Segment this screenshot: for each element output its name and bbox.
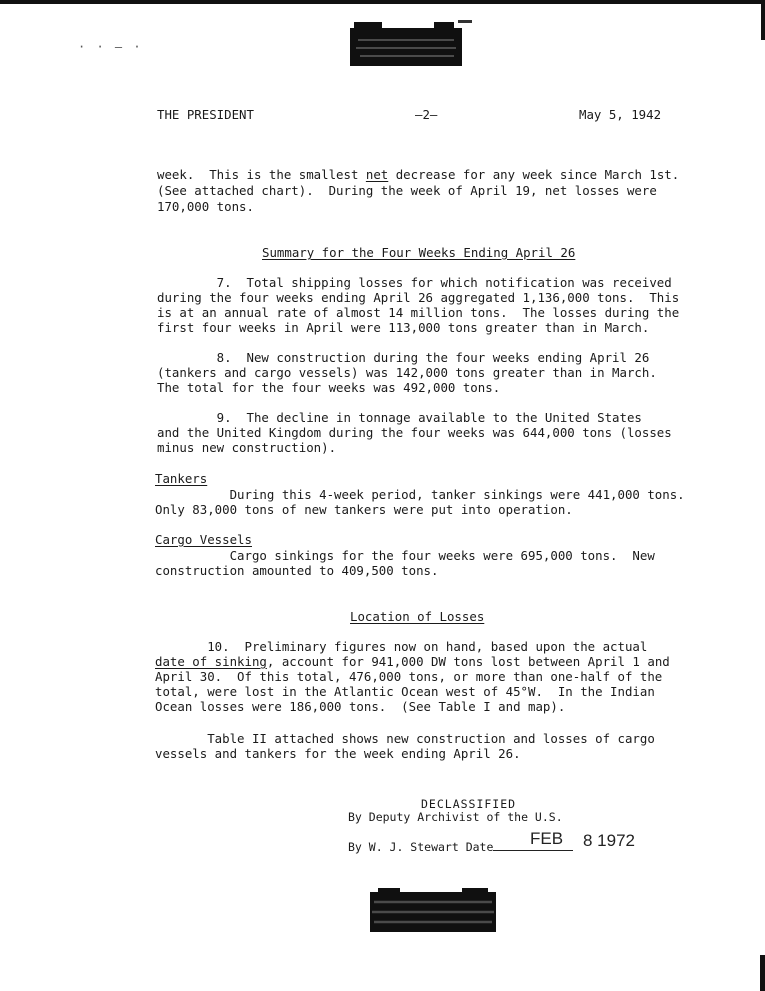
paragraph-7-line: during the four weeks ending April 26 aggregated 1,136,000 tons. This: [157, 290, 680, 305]
paragraph-10-line: Ocean losses were 186,000 tons. (See Table I and map).: [155, 699, 566, 714]
page-number: —2—: [415, 107, 438, 122]
paragraph-8-line: (tankers and cargo vessels) was 142,000 tons greater than in March.: [157, 365, 657, 380]
paragraph-7-line: first four weeks in April were 113,000 tons greater than in March.: [157, 320, 650, 335]
paragraph-7-line: 7. Total shipping losses for which notification was received: [157, 275, 672, 290]
paragraph-10-line: date of sinking, account for 941,000 DW tons lost between April 1 and: [155, 654, 670, 669]
date-underline: [493, 850, 573, 851]
tankers-line: During this 4-week period, tanker sinkings were 441,000 tons.: [155, 487, 685, 502]
scan-specks: · · — ·: [78, 40, 143, 54]
tankers-heading: Tankers: [155, 471, 208, 486]
declassified-by-line: By Deputy Archivist of the U.S.: [348, 810, 563, 824]
redacted-secret-stamp-bottom: [368, 886, 500, 936]
redacted-secret-stamp-top: [348, 18, 474, 70]
cargo-line: construction amounted to 409,500 tons.: [155, 563, 439, 578]
paragraph-9-line: minus new construction).: [157, 440, 337, 455]
header-date: May 5, 1942: [579, 107, 662, 122]
paragraph-8-line: 8. New construction during the four weeks ending April 26: [157, 350, 650, 365]
header-addressee: THE PRESIDENT: [157, 107, 254, 122]
table-note-line: Table II attached shows new construction and losses of cargo: [155, 731, 655, 746]
scan-edge-right: [761, 0, 765, 40]
paragraph-9-line: 9. The decline in tonnage available to the United States: [157, 410, 642, 425]
tankers-line: Only 83,000 tons of new tankers were put into operation.: [155, 502, 573, 517]
declassified-signature-line: By W. J. Stewart Date: [348, 840, 573, 854]
underlined-date-of-sinking: date of sinking: [155, 654, 267, 669]
scan-edge-top: [0, 0, 765, 4]
paragraph-10-line: April 30. Of this total, 476,000 tons, or more than one-half of the: [155, 669, 663, 684]
declassified-title: DECLASSIFIED: [421, 797, 517, 811]
location-heading: Location of Losses: [350, 609, 485, 624]
intro-line-1: week. This is the smallest net decrease for any week since March 1st.: [157, 167, 680, 182]
paragraph-8-line: The total for the four weeks was 492,000 tons.: [157, 380, 501, 395]
cargo-vessels-heading: Cargo Vessels: [155, 532, 252, 547]
intro-line-2: (See attached chart). During the week of April 19, net losses were: [157, 183, 657, 198]
handwritten-date-month: FEB: [530, 829, 564, 848]
paragraph-10-line: 10. Preliminary figures now on hand, based upon the actual: [155, 639, 648, 654]
table-note-line: vessels and tankers for the week ending April 26.: [155, 746, 521, 761]
paragraph-10-line: total, were lost in the Atlantic Ocean west of 45°W. In the Indian: [155, 684, 655, 699]
cargo-line: Cargo sinkings for the four weeks were 695,000 tons. New: [155, 548, 655, 563]
summary-heading: Summary for the Four Weeks Ending April 26: [262, 245, 576, 260]
underlined-word-net: net: [365, 167, 389, 182]
paragraph-7-line: is at an annual rate of almost 14 million tons. The losses during the: [157, 305, 680, 320]
scan-edge-right-bottom: [760, 955, 765, 991]
paragraph-9-line: and the United Kingdom during the four weeks was 644,000 tons (losses: [157, 425, 672, 440]
handwritten-date-day-year: 8 1972: [583, 831, 635, 850]
intro-line-3: 170,000 tons.: [157, 199, 254, 214]
